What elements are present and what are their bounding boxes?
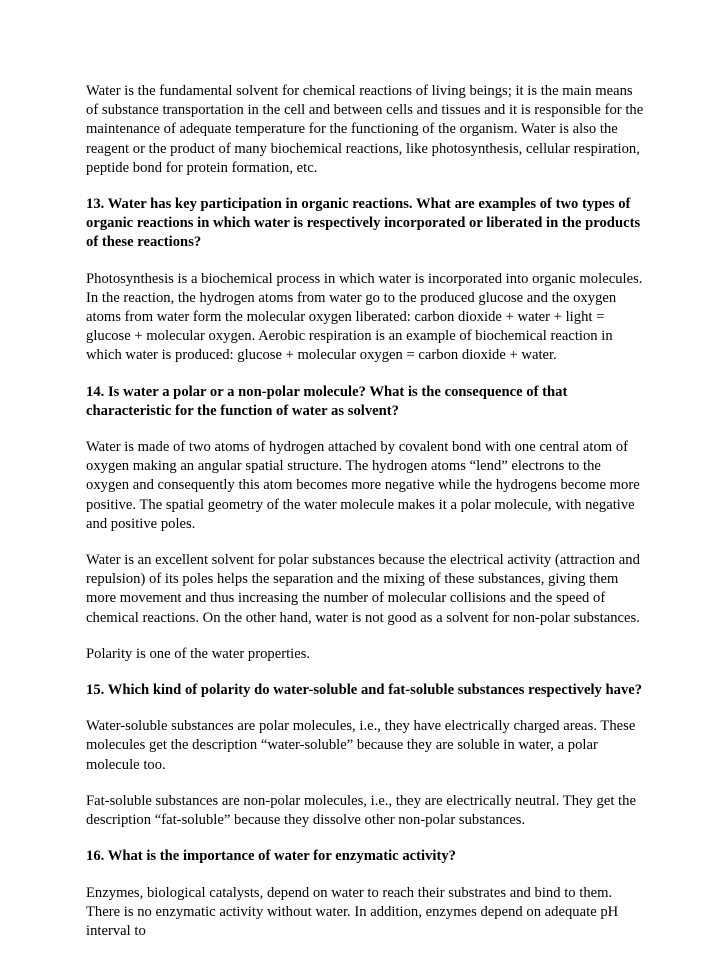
question-13-heading: 13. Water has key participation in organic reactions. What are examples of two types of organic reactions in which water is respectively incorporated or liberated in the products of these reactions? — [86, 196, 641, 251]
answer-15-paragraph-2: Fat-soluble substances are non-polar molecules, i.e., they are electrically neutral. They get the description “fat-soluble” because they dissolve other non-polar substances. — [86, 792, 636, 829]
question-15-heading: 15. Which kind of polarity do water-soluble and fat-soluble substances respectively have? — [86, 682, 643, 699]
document-page — [86, 82, 646, 958]
answer-14-paragraph-2: Water is an excellent solvent for polar substances because the electrical activity (attraction and repulsion) of its poles helps the separation and the mixing of these substances, giving them more movement and thus increasing the number of molecular collisions and the speed of chemical reactions. On the other hand, water is not good as a solvent for non-polar substances. — [86, 552, 640, 626]
question-14-heading: 14. Is water a polar or a non-polar molecule? What is the consequence of that characteristic for the function of water as solvent? — [86, 383, 568, 419]
answer-16-paragraph: Enzymes, biological catalysts, depend on water to reach their substrates and bind to them. There is no enzymatic activity without water. In addition, enzymes depend on adequate pH interval to — [86, 884, 619, 939]
answer-15-paragraph-1: Water-soluble substances are polar molecules, i.e., they have electrically charged areas. These molecules get the description “water-soluble” because they are soluble in water, a polar molecule too. — [86, 718, 636, 773]
answer-13-paragraph: Photosynthesis is a biochemical process in which water is incorporated into organic molecules. In the reaction, the hydrogen atoms from water go to the produced glucose and the oxygen atoms from water form the molecular oxygen liberated: carbon dioxide + water + light = glucose + molecular oxygen. Aerobic respiration is an example of biochemical reaction in which water is produced: glucose + molecular oxygen = carbon dioxide + water. — [86, 270, 643, 364]
answer-14-paragraph-1: Water is made of two atoms of hydrogen attached by covalent bond with one central atom of oxygen making an angular spatial structure. The hydrogen atoms “lend” electrons to the oxygen and consequently this atom becomes more negative while the hydrogens become more positive. The spatial geometry of the water molecule makes it a polar molecule, with negative and positive poles. — [86, 439, 640, 532]
question-16-heading: 16. What is the importance of water for enzymatic activity? — [86, 848, 456, 865]
answer-14-paragraph-3: Polarity is one of the water properties. — [86, 645, 311, 662]
intro-paragraph: Water is the fundamental solvent for chemical reactions of living beings; it is the main means of substance transportation in the cell and between cells and tissues and it is responsible for the maintenance of adequate temperature for the functioning of the organism. Water is also the reagent or the product of many biochemical reactions, like photosynthesis, cellular respiration, peptide bond for protein formation, etc. — [86, 83, 644, 176]
